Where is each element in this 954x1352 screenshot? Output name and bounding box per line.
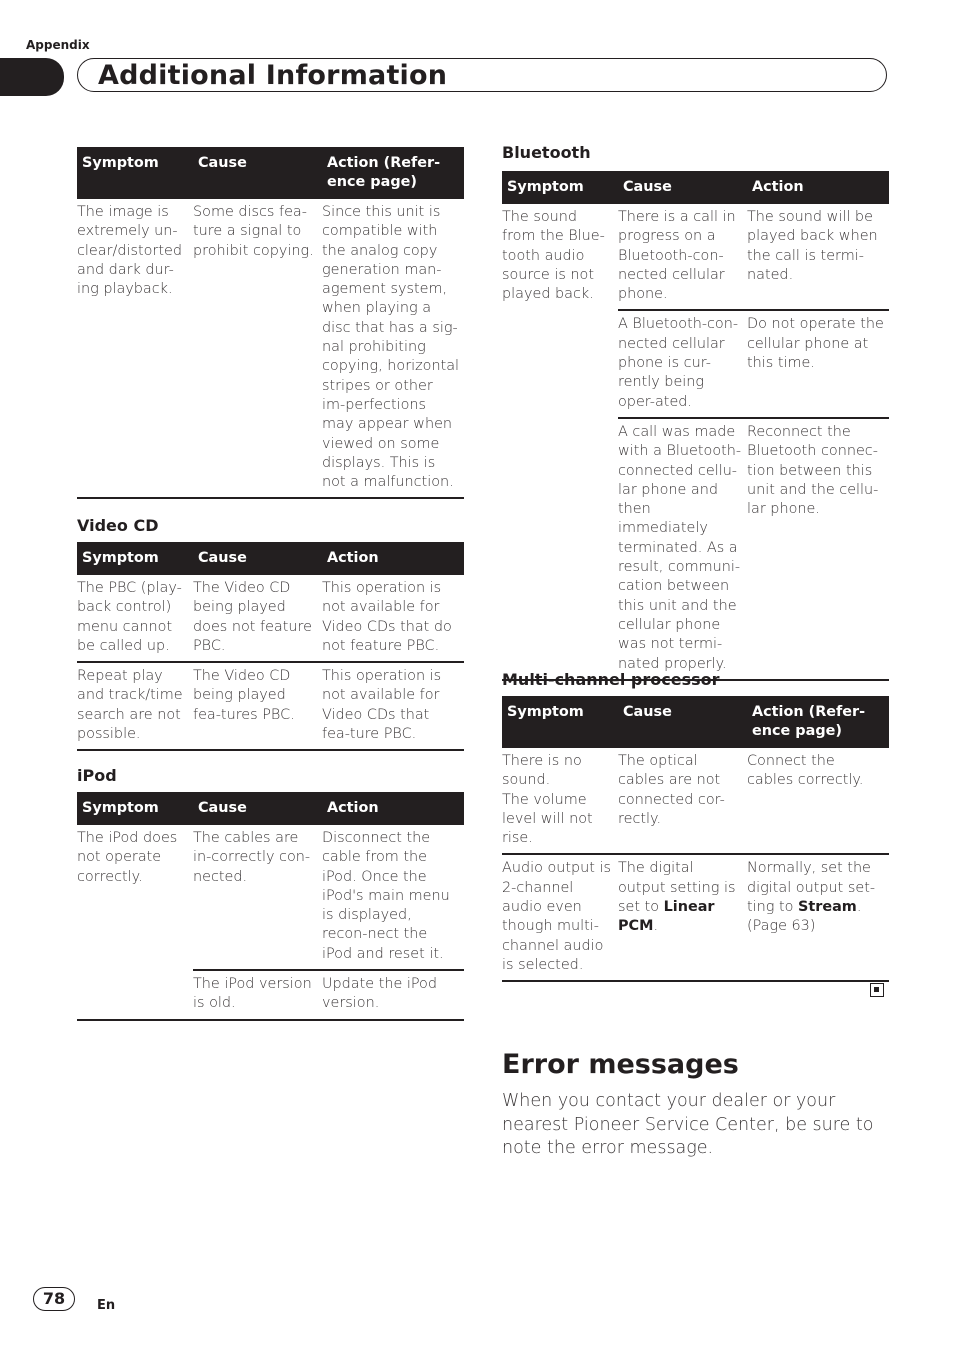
page-number: 78 <box>33 1287 75 1311</box>
ipod-table <box>77 792 464 1021</box>
header-action: Action (Refer-ence page) <box>322 147 464 199</box>
cause-cell: A call was made with a Bluetooth-connected cellu-lar phone and then immediately terminated. As a result, communi-cation between this unit and the cellular phone was not termi-nated properly. <box>618 418 747 680</box>
general-table <box>77 147 464 499</box>
header-cause: Cause <box>618 171 747 204</box>
cause-cell: The cables are in-correctly con-nected. <box>193 825 322 970</box>
table-row <box>77 662 464 750</box>
symptom-cell <box>502 748 618 854</box>
section-heading-ipod: iPod <box>77 766 117 785</box>
language-label: En <box>97 1298 116 1313</box>
cause-cell: Some discs fea-ture a signal to prohibit copying. <box>193 199 322 498</box>
header-cause: Cause <box>193 147 322 199</box>
videocd-section <box>77 516 464 751</box>
table-header-row <box>77 542 464 575</box>
appendix-label: Appendix <box>26 38 90 52</box>
symptom-line: The volume level will not rise. <box>502 791 593 847</box>
ipod-section <box>77 766 464 1021</box>
action-cell: Disconnect the cable from the iPod. Once the iPod's main menu is displayed, recon-nect the iPod and reset it. <box>322 825 464 970</box>
symptom-line: There is no sound. <box>502 753 582 789</box>
symptom-cell: The iPod does not operate correctly. <box>77 825 193 1020</box>
action-cell: Update the iPod version. <box>322 970 464 1020</box>
symptom-cell: The sound from the Blue-tooth audio source is not played back. <box>502 204 618 680</box>
bluetooth-section <box>502 143 889 681</box>
section-heading-videocd: Video CD <box>77 516 159 535</box>
setting-linear-pcm: Linear PCM <box>618 899 715 935</box>
action-cell: This operation is not available for Video CDs that do not feature PBC. <box>322 575 464 662</box>
videocd-table <box>77 542 464 751</box>
cause-text-end: . <box>653 918 659 935</box>
page-title-box <box>77 58 887 92</box>
page-title: Additional Information <box>98 60 448 91</box>
header-symptom: Symptom <box>502 696 618 748</box>
cause-cell: The iPod version is old. <box>193 970 322 1020</box>
page-reference: (Page 63) <box>747 918 816 935</box>
cause-cell <box>618 854 747 981</box>
table-header-row <box>77 147 464 199</box>
header-action: Action <box>747 171 889 204</box>
table-row <box>502 204 889 310</box>
setting-stream: Stream <box>798 899 857 916</box>
bluetooth-table <box>502 171 889 681</box>
end-of-section-icon <box>870 983 884 997</box>
symptom-cell: The PBC (play-back control) menu cannot be called up. <box>77 575 193 662</box>
error-messages-heading: Error messages <box>502 1049 739 1080</box>
cause-text: The digital output setting is set to <box>618 860 736 916</box>
header-symptom: Symptom <box>77 542 193 575</box>
table-header-row <box>502 171 889 204</box>
table-header-row <box>77 792 464 825</box>
symptom-cell: Repeat play and track/time search are not possible. <box>77 662 193 750</box>
table-header-row <box>502 696 889 748</box>
chapter-tab <box>0 58 64 96</box>
header-cause: Cause <box>618 696 747 748</box>
header-cause: Cause <box>193 792 322 825</box>
cause-cell: There is a call in progress on a Bluetooth-con-nected cellular phone. <box>618 204 747 310</box>
action-cell: This operation is not available for Video CDs that fea-ture PBC. <box>322 662 464 750</box>
cause-cell: A Bluetooth-con-nected cellular phone is cur-rently being oper-ated. <box>618 310 747 417</box>
table-row <box>502 748 889 854</box>
cause-cell: The optical cables are not connected cor-rectly. <box>618 748 747 854</box>
header-symptom: Symptom <box>77 792 193 825</box>
header-cause: Cause <box>193 542 322 575</box>
header-action: Action (Refer-ence page) <box>747 696 889 748</box>
action-cell: Since this unit is compatible with the analog copy generation man-agement system, when playing a disc that has a sig-nal prohibiting copying, horizontal stripes or other im-perfections may appear when viewed on some displays. This is not a malfunction. <box>322 199 464 498</box>
table-row <box>77 575 464 662</box>
action-cell: Connect the cables correctly. <box>747 748 889 854</box>
action-cell: Reconnect the Bluetooth connec-tion between this unit and the cellu-lar phone. <box>747 418 889 680</box>
table-row <box>77 825 464 970</box>
table-row <box>77 199 464 498</box>
header-symptom: Symptom <box>77 147 193 199</box>
header-action: Action <box>322 542 464 575</box>
action-cell: Do not operate the cellular phone at this time. <box>747 310 889 417</box>
general-section <box>77 147 464 499</box>
cause-cell: The Video CD being played does not feature PBC. <box>193 575 322 662</box>
multichannel-section <box>502 670 889 982</box>
header-symptom: Symptom <box>502 171 618 204</box>
multichannel-table <box>502 696 889 982</box>
section-heading-bluetooth: Bluetooth <box>502 143 591 162</box>
symptom-cell: Audio output is 2-channel audio even though multi-channel audio is selected. <box>502 854 618 981</box>
action-cell: The sound will be played back when the call is termi-nated. <box>747 204 889 310</box>
table-row <box>502 854 889 981</box>
cause-cell: The Video CD being played fea-tures PBC. <box>193 662 322 750</box>
error-messages-text: When you contact your dealer or your nearest Pioneer Service Center, be sure to note the error message. <box>502 1091 874 1158</box>
symptom-cell: The image is extremely un-clear/distorted and dark dur-ing playback. <box>77 199 193 498</box>
action-text: Normally, set the digital output set-ting to <box>747 860 876 916</box>
header-action: Action <box>322 792 464 825</box>
section-heading-multichannel: Multi-channel processor <box>502 670 720 689</box>
action-text-end: . <box>856 899 862 916</box>
action-cell <box>747 854 889 981</box>
